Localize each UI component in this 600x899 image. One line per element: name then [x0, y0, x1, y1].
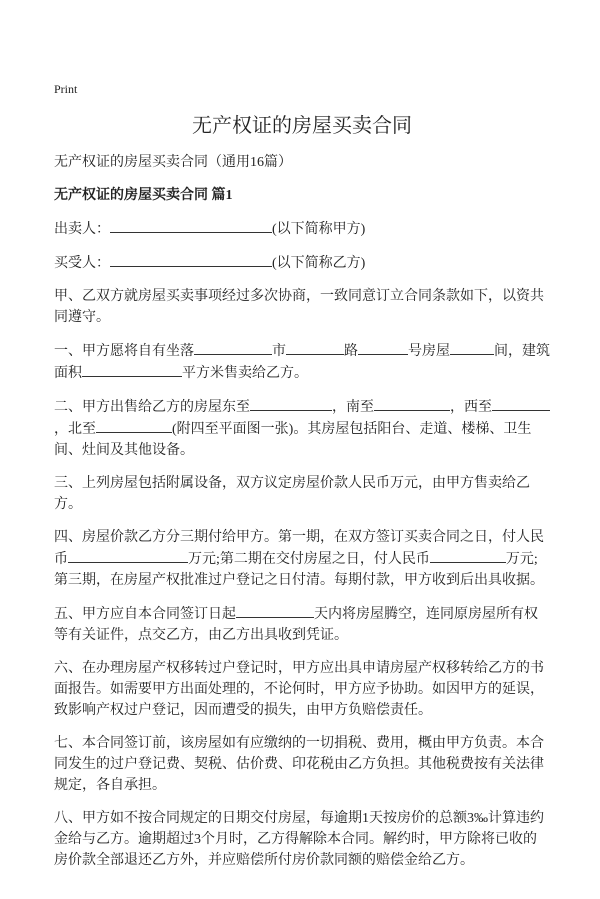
- blank-field: [492, 396, 550, 411]
- seller-suffix: (以下简称甲方): [272, 222, 366, 237]
- clause-text: 天内将房屋腾空，连同原房屋所有权等有关证件，点交乙方，由乙方出具收到凭证。: [54, 607, 538, 643]
- blank-field: [82, 362, 182, 377]
- buyer-suffix: (以下简称乙方): [272, 256, 366, 271]
- clause-text: (附四至平面图一张)。其房屋包括阳台、走道、楼梯、卫生间、灶间及其他设备。: [54, 422, 532, 458]
- clause-text: 间，建筑面积: [54, 344, 550, 381]
- clause-text: ，西至: [450, 400, 492, 415]
- clause-text: 二、甲方出售给乙方的房屋东至: [54, 400, 250, 415]
- clause-2: [54, 396, 550, 461]
- blank-field: [68, 548, 188, 563]
- document-page: [54, 82, 550, 883]
- buyer-label: 买受人：: [54, 256, 110, 271]
- clause-text: 一、甲方愿将自有坐落: [54, 344, 194, 359]
- clause-text: 万元;第三期，在房屋产权批准过户登记之日付清。每期付款，甲方收到后出具收据。: [54, 552, 544, 588]
- clause-8: 八、甲方如不按合同规定的日期交付房屋，每逾期1天按房价的总额3‰计算违约金给与乙方。逾期超过3个月时，乙方得解除本合同。解约时，甲方除将已收的房价款全部退还乙方外，并应赔偿所付房价款同额的赔偿金给乙方。: [54, 811, 544, 868]
- clause-text: 路: [344, 344, 358, 359]
- clause-text: 平方米售卖给乙方。: [182, 366, 308, 381]
- clause-text: 四、房屋价款乙方分三期付给甲方。第一期，在双方签订买卖合同之日，付人民币: [54, 530, 544, 567]
- intro-paragraph: 甲、乙双方就房屋买卖事项经过多次协商，一致同意订立合同条款如下，以资共同遵守。: [54, 289, 544, 325]
- clause-3: 三、上列房屋包括附属设备，双方议定房屋价款人民币万元，由甲方售卖给乙方。: [54, 476, 530, 512]
- blank-field: [286, 340, 344, 355]
- buyer-blank: [110, 252, 272, 267]
- clause-6: 六、在办理房屋产权移转过户登记时，甲方应出具申请房屋产权移转给乙方的书面报告。如需要甲方出面处理的，不论何时，甲方应予协助。如因甲方的延误，致影响产权过户登记，因而遭受的损失，由甲方负赔偿责任。: [54, 661, 544, 718]
- blank-field: [250, 396, 332, 411]
- blank-field: [358, 340, 408, 355]
- clause-text: ，南至: [332, 400, 374, 415]
- seller-label: 出卖人：: [54, 222, 110, 237]
- clause-text: 市: [272, 344, 286, 359]
- buyer-line: [54, 252, 550, 274]
- seller-blank: [110, 218, 272, 233]
- blank-field: [194, 340, 272, 355]
- clause-text: 万元;第二期在交付房屋之日，付人民币: [188, 552, 430, 567]
- blank-field: [236, 603, 314, 618]
- clause-7: 七、本合同签订前，该房屋如有应缴纳的一切捐税、费用，概由甲方负责。本合同发生的过户登记费、契税、估价费、印花税由乙方负担。其他税费按有关法律规定，各自承担。: [54, 736, 544, 793]
- subtitle: 无产权证的房屋买卖合同（通用16篇）: [54, 155, 292, 170]
- clause-5: [54, 603, 550, 646]
- print-label: Print: [54, 82, 78, 96]
- clause-text: ，北至: [54, 422, 96, 437]
- clause-text: 五、甲方应自本合同签订日起: [54, 607, 236, 622]
- blank-field: [430, 548, 506, 563]
- document-title: 无产权证的房屋买卖合同: [192, 115, 412, 137]
- blank-field: [374, 396, 450, 411]
- clause-text: 号房屋: [408, 344, 450, 359]
- seller-line: [54, 218, 550, 240]
- clause-4: [54, 527, 550, 591]
- clause-1: [54, 340, 550, 384]
- blank-field: [96, 418, 172, 433]
- blank-field: [450, 340, 494, 355]
- section-heading: 无产权证的房屋买卖合同 篇1: [54, 188, 233, 203]
